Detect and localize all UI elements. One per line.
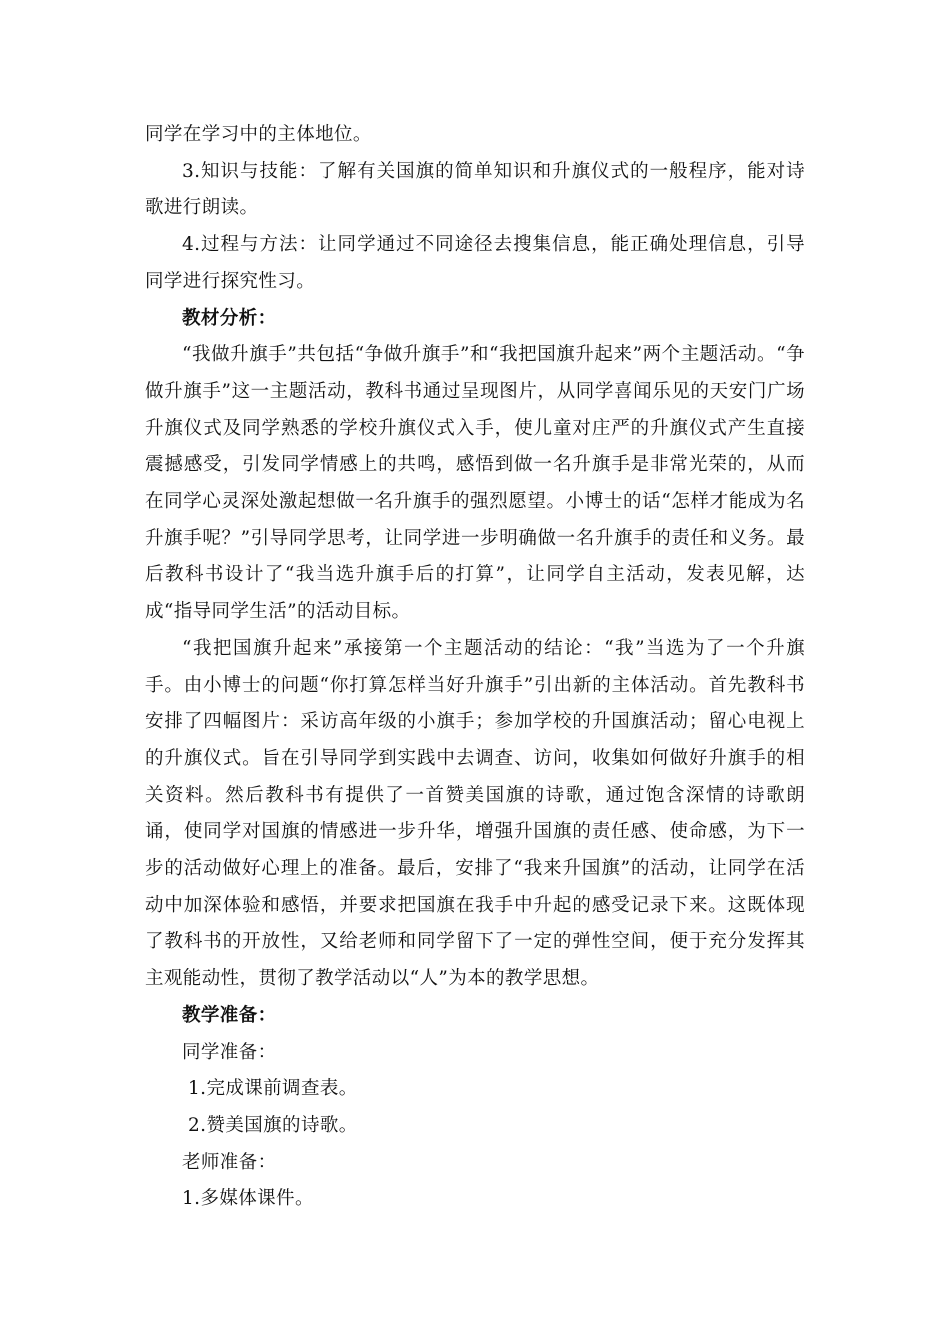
heading-teaching-preparation: 教学准备： <box>182 1004 277 1026</box>
list-item-survey-form: 1.完成课前调查表。 <box>188 1078 358 1100</box>
heading-textbook-analysis: 教材分析： <box>182 307 277 329</box>
paragraph-analysis-1: “我做升旗手”共包括“争做升旗手”和“我把国旗升起来”两个主题活动。“争做升旗手”这一主题活动，教科书通过呈现图片，从同学喜闻乐见的天安门广场升旗仪式及同学熟悉的学校升旗仪式入手，使儿童对庄严的升旗仪式产生直接震撼感受，引发同学情感上的共鸣，感悟到做一名升旗手是非常光荣的，从而在同学心灵深处激起想做一名升旗手的强烈愿望。小博士的话“怎样才能成为名升旗手呢？”引导同学思考，让同学进一步明确做一名升旗手的责任和义务。最后教科书设计了“我当选升旗手后的打算”，让同学自主活动，发表见解，达成“指导同学生活”的活动目标。 <box>145 344 805 623</box>
subheading-student-preparation: 同学准备： <box>182 1041 277 1063</box>
paragraph-knowledge-skills: 3.知识与技能：了解有关国旗的简单知识和升旗仪式的一般程序，能对诗歌进行朗读。 <box>145 160 805 219</box>
paragraph-analysis-2: “我把国旗升起来”承接第一个主题活动的结论：“我”当选为了一个升旗手。由小博士的问题“你打算怎样当好升旗手”引出新的主体活动。首先教科书安排了四幅图片：采访高年级的小旗手；参加学校的升国旗活动；留心电视上的升旗仪式。旨在引导同学到实践中去调查、访问，收集如何做好升旗手的相关资料。然后教科书有提供了一首赞美国旗的诗歌，通过饱含深情的诗歌朗诵，使同学对国旗的情感进一步升华，增强升国旗的责任感、使命感，为下一步的活动做好心理上的准备。最后，安排了“我来升国旗”的活动，让同学在活动中加深体验和感悟，并要求把国旗在我手中升起的感受记录下来。这既体现了教科书的开放性，又给老师和同学留下了一定的弹性空间，便于充分发挥其主观能动性，贯彻了教学活动以“人”为本的教学思想。 <box>145 637 805 990</box>
list-item-multimedia: 1.多媒体课件。 <box>182 1188 314 1210</box>
document-body <box>145 117 805 1218</box>
paragraph-process-method: 4.过程与方法：让同学通过不同途径去搜集信息，能正确处理信息，引导同学进行探究性习。 <box>145 234 805 292</box>
paragraph-continuation: 同学在学习中的主体地位。 <box>145 124 372 145</box>
list-item-poem: 2.赞美国旗的诗歌。 <box>188 1114 358 1136</box>
subheading-teacher-preparation: 老师准备： <box>182 1151 277 1173</box>
